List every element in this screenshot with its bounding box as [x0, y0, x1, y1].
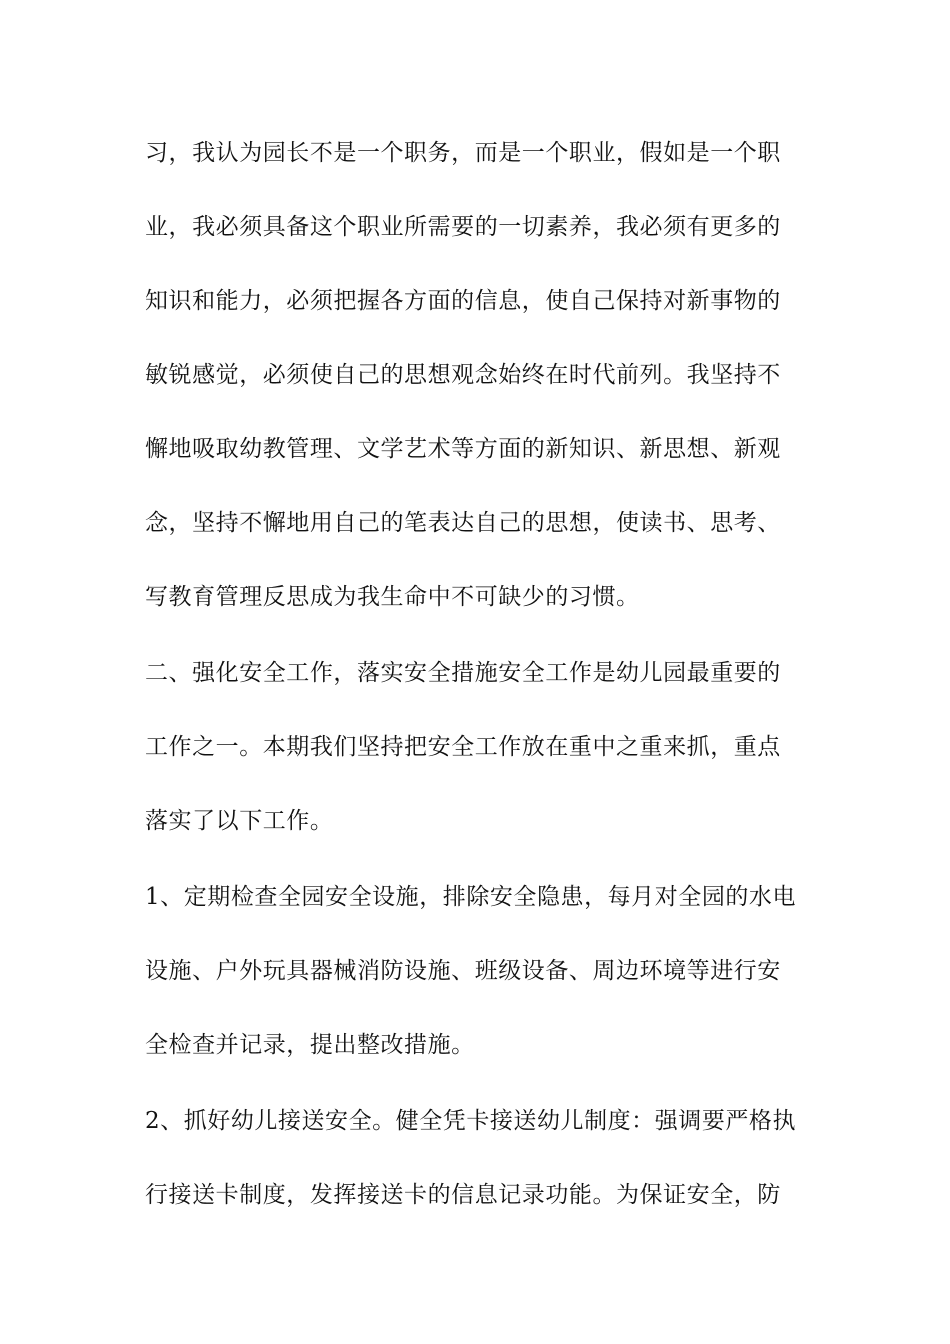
text-line: 习，我认为园长不是一个职务，而是一个职业，假如是一个职 — [145, 140, 781, 166]
list-item-line: 1、定期检查全园安全设施，排除安全隐患，每月对全园的水电 — [145, 884, 797, 910]
text-line: 念，坚持不懈地用自己的笔表达自己的思想，使读书、思考、 — [145, 510, 781, 536]
text-line: 懈地吸取幼教管理、文学艺术等方面的新知识、新思想、新观 — [145, 436, 781, 462]
text-line: 设施、户外玩具器械消防设施、班级设备、周边环境等进行安 — [145, 958, 781, 984]
text-line: 写教育管理反思成为我生命中不可缺少的习惯。 — [145, 584, 640, 610]
text-line: 行接送卡制度，发挥接送卡的信息记录功能。为保证安全，防 — [145, 1182, 781, 1208]
list-item-line: 2、抓好幼儿接送安全。健全凭卡接送幼儿制度：强调要严格执 — [145, 1108, 797, 1134]
text-line: 知识和能力，必须把握各方面的信息，使自己保持对新事物的 — [145, 288, 781, 314]
section-heading-line: 二、强化安全工作，落实安全措施安全工作是幼儿园最重要的 — [145, 660, 781, 686]
text-line: 全检查并记录，提出整改措施。 — [145, 1032, 475, 1058]
text-line: 落实了以下工作。 — [145, 808, 334, 834]
text-line: 敏锐感觉，必须使自己的思想观念始终在时代前列。我坚持不 — [145, 362, 781, 388]
text-line: 工作之一。本期我们坚持把安全工作放在重中之重来抓，重点 — [145, 734, 781, 760]
text-line: 业，我必须具备这个职业所需要的一切素养，我必须有更多的 — [145, 214, 781, 240]
